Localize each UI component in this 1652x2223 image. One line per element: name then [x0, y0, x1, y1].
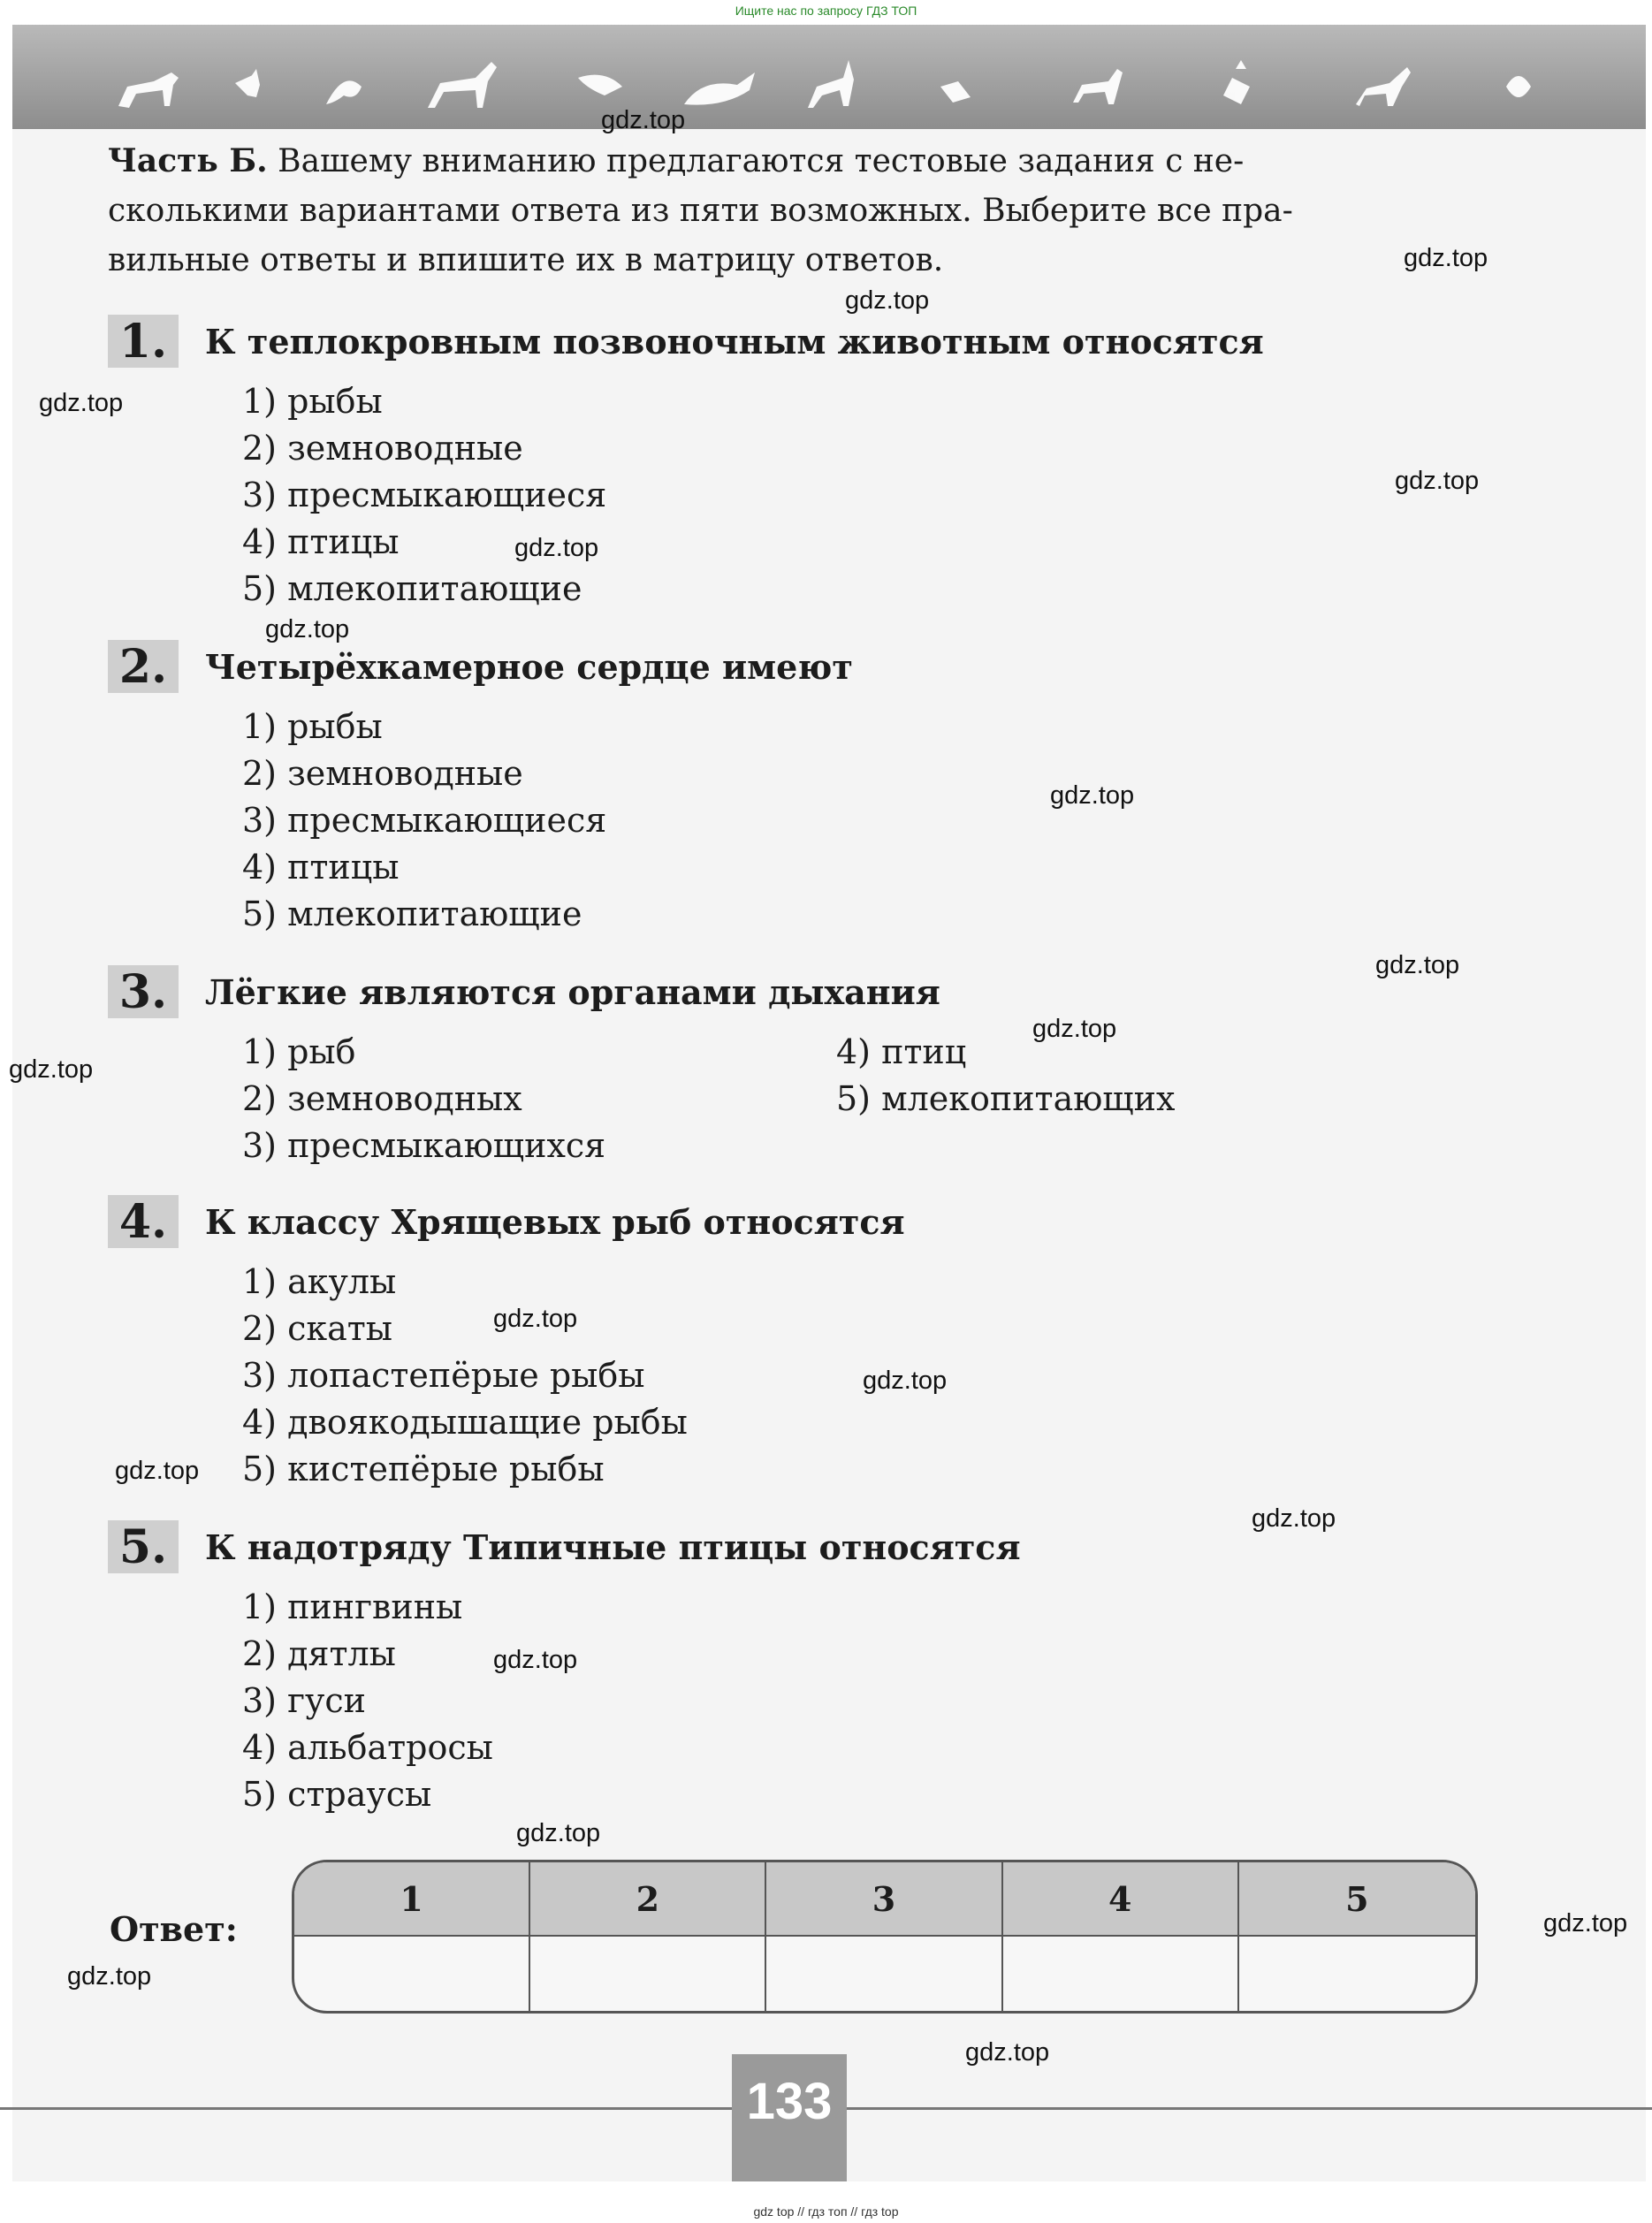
option: 4) птиц	[836, 1032, 967, 1071]
top-note: Ищите нас по запросу ГДЗ ТОП	[735, 4, 917, 18]
question-3-header	[108, 965, 940, 1018]
option: 5) млекопитающих	[836, 1079, 1176, 1118]
option: 5) млекопитающие	[242, 895, 582, 933]
option: 4) птицы	[242, 522, 400, 561]
intro-lead: Часть Б.	[108, 142, 268, 179]
watermark: gdz.top	[863, 1367, 948, 1395]
question-5-header	[108, 1520, 1021, 1573]
watermark: gdz.top	[1375, 951, 1460, 979]
answer-cell-3[interactable]	[766, 1937, 1002, 2011]
question-1-header	[108, 315, 1264, 368]
option: 5) млекопитающие	[242, 569, 582, 608]
answer-matrix	[292, 1860, 1478, 2014]
option: 1) пингвины	[242, 1587, 463, 1626]
option: 4) альбатросы	[242, 1728, 493, 1767]
watermark: gdz.top	[115, 1457, 200, 1485]
watermark: gdz.top	[39, 389, 124, 417]
option: 1) рыб	[242, 1032, 356, 1071]
watermark: gdz.top	[514, 534, 599, 562]
intro-text: Вашему вниманию предлагаются тестовые задания с не- сколькими вариантами ответа из пяти возможных. Выберите все пра- вильные ответы и впишите их в матрицу ответов.	[108, 143, 1293, 278]
question-number: 1.	[108, 315, 179, 368]
watermark: gdz.top	[601, 106, 686, 134]
watermark: gdz.top	[1543, 1909, 1628, 1938]
animal-silhouettes-icon	[12, 25, 1646, 129]
question-2-header	[108, 640, 853, 693]
watermark: gdz.top	[493, 1646, 578, 1674]
page-number: 133	[732, 2054, 847, 2181]
answer-cell-1[interactable]	[294, 1937, 530, 2011]
question-4-header	[108, 1195, 905, 1248]
watermark: gdz.top	[1404, 244, 1488, 272]
watermark: gdz.top	[67, 1962, 152, 1991]
answer-header: 2	[530, 1862, 766, 1937]
watermark: gdz.top	[265, 615, 350, 643]
watermark: gdz.top	[1032, 1015, 1117, 1043]
question-number: 2.	[108, 640, 179, 693]
question-number: 3.	[108, 965, 179, 1018]
question-number: 5.	[108, 1520, 179, 1573]
intro-paragraph	[108, 136, 1469, 285]
answer-header: 3	[766, 1862, 1002, 1937]
bottom-note: gdz top // гдз топ // гдз top	[753, 2204, 899, 2219]
option: 2) земноводных	[242, 1079, 522, 1118]
watermark: gdz.top	[9, 1055, 94, 1084]
question-number: 4.	[108, 1195, 179, 1248]
watermark: gdz.top	[1252, 1504, 1336, 1533]
animal-banner	[12, 25, 1646, 129]
option: 2) скаты	[242, 1309, 393, 1348]
question-title: К классу Хрящевых рыб относятся	[205, 1201, 905, 1242]
question-title: Лёгкие являются органами дыхания	[205, 971, 940, 1012]
option: 4) двоякодышащие рыбы	[242, 1403, 688, 1442]
question-title: К теплокровным позвоночным животным относятся	[205, 321, 1264, 362]
option: 3) пресмыкающиеся	[242, 476, 607, 514]
option: 1) рыбы	[242, 707, 383, 746]
watermark: gdz.top	[1050, 781, 1135, 810]
option: 3) лопастепёрые рыбы	[242, 1356, 645, 1395]
option: 3) гуси	[242, 1681, 366, 1720]
watermark: gdz.top	[845, 286, 930, 315]
answer-header: 4	[1003, 1862, 1239, 1937]
answer-cell-5[interactable]	[1239, 1937, 1475, 2011]
option: 3) пресмыкающиеся	[242, 801, 607, 840]
option: 1) акулы	[242, 1262, 397, 1301]
watermark: gdz.top	[1395, 467, 1480, 495]
option: 5) кистепёрые рыбы	[242, 1450, 605, 1488]
option: 2) дятлы	[242, 1634, 396, 1673]
answer-header: 5	[1239, 1862, 1475, 1937]
watermark: gdz.top	[516, 1819, 601, 1847]
option: 4) птицы	[242, 848, 400, 887]
option: 2) земноводные	[242, 429, 523, 468]
question-title: К надотряду Типичные птицы относятся	[205, 1526, 1021, 1567]
answer-label: Ответ:	[110, 1909, 238, 1949]
answer-cell-4[interactable]	[1003, 1937, 1239, 2011]
watermark: gdz.top	[493, 1305, 578, 1333]
question-title: Четырёхкамерное сердце имеют	[205, 646, 853, 687]
option: 2) земноводные	[242, 754, 523, 793]
answer-header: 1	[294, 1862, 530, 1937]
answer-cell-2[interactable]	[530, 1937, 766, 2011]
option: 1) рыбы	[242, 382, 383, 421]
option: 3) пресмыкающихся	[242, 1126, 606, 1165]
option: 5) страусы	[242, 1775, 432, 1814]
watermark: gdz.top	[965, 2038, 1050, 2067]
